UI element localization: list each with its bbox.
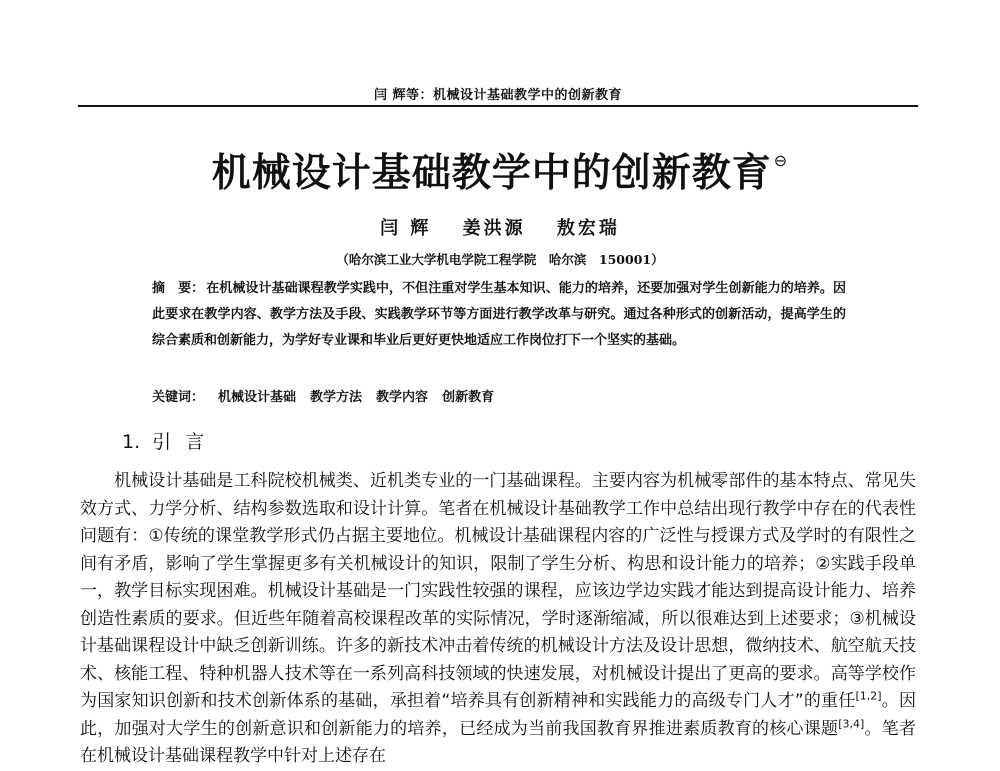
- abstract: [152, 276, 846, 354]
- citation-1: [1,2]: [855, 689, 882, 703]
- body-text-part3: 。笔者在机械设计基础课程教学中针对上述存在: [80, 718, 917, 766]
- abstract-label: 摘 要：: [152, 281, 205, 296]
- author-1: 闫 辉: [380, 218, 432, 239]
- section-title: 引言: [152, 431, 219, 453]
- title-text: 机械设计基础教学中的创新教育: [211, 151, 772, 196]
- author-3: 敖宏瑞: [556, 218, 620, 239]
- body-text-part1: 机械设计基础是工科院校机械类、近机类专业的一门基础课程。主要内容为机械零部件的基本特点、常见失效方式、力学分析、结构参数选取和设计计算。笔者在机械设计基础教学工作中总结出现行教学中存在的代表性问题有：①传统的课堂教学形式仍占据主要地位。机械设计基础课程内容的广泛性与授课方式及学时的有限性之间有矛盾，影响了学生掌握更多有关机械设计的知识，限制了学生分析、构思和设计能力的培养；②实践手段单一，教学目标实现困难。机械设计基础是一门实践性较强的课程，应该边学边实践才能达到提高设计能力、培养创造性素质的要求。但近些年随着高校课程改革的实际情况，学时逐渐缩减，所以很难达到上述要求；③机械设计基础课程设计中缺乏创新训练。许多的新技术冲击着传统的机械设计方法及设计思想，微纳技术、航空航天技术、核能工程、特种机器人技术等在一系列高科技领域的快速发展，对机械设计提出了更高的要求。高等学校作为国家知识创新和技术创新体系的基础，承担着“培养具有创新精神和实践能力的高级专门人才”的重任: [80, 471, 916, 711]
- body-paragraph: [80, 468, 916, 771]
- header-rule: [78, 105, 918, 107]
- title-footnote-mark: ⊖: [773, 151, 789, 170]
- keywords: [152, 386, 846, 405]
- section-heading: [122, 427, 218, 454]
- running-header: 闫 辉等：机械设计基础教学中的创新教育: [373, 88, 623, 103]
- keyword-3: 教学内容: [376, 390, 429, 405]
- keywords-label: 关键词：: [152, 390, 205, 405]
- keyword-1: 机械设计基础: [218, 390, 297, 405]
- author-list: [0, 214, 1000, 240]
- abstract-text: 在机械设计基础课程教学实践中，不但注重对学生基本知识、能力的培养，还要加强对学生创新能力的培养。因此要求在教学内容、教学方法及手段、实践教学环节等方面进行教学改革与研究。通过各种形式的创新活动，提高学生的综合素质和创新能力，为学好专业课和毕业后更好更快地适应工作岗位打下一个坚实的基础。: [152, 281, 846, 348]
- citation-2: [3,4]: [838, 716, 865, 730]
- paper-title: [0, 142, 1000, 198]
- section-number: 1.: [122, 431, 141, 453]
- author-2: 姜洪源: [462, 218, 526, 239]
- keyword-2: 教学方法: [310, 390, 363, 405]
- affiliation: （哈尔滨工业大学机电学院工程学院 哈尔滨 150001）: [336, 252, 664, 267]
- keyword-4: 创新教育: [442, 390, 495, 405]
- body-text-part2: 。因此，加强对大学生的创新意识和创新能力的培养，已经成为当前我国教育界推进素质教育的核心课题: [80, 691, 916, 739]
